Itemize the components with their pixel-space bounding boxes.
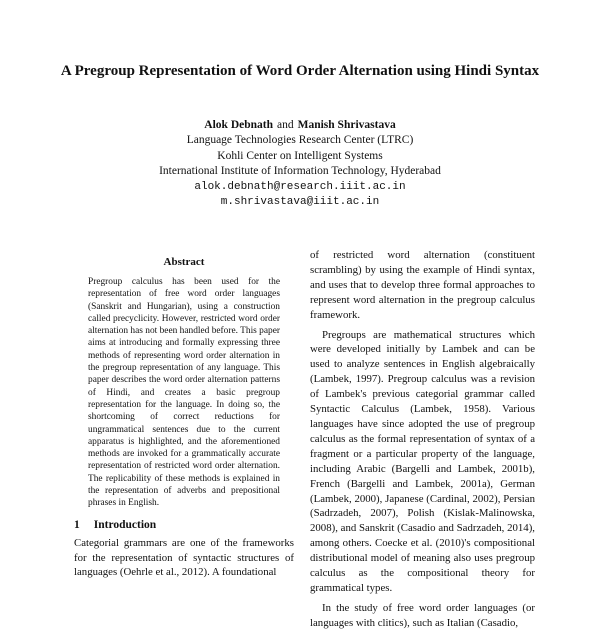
- affiliation-line: Language Technologies Research Center (LTRC): [186, 134, 414, 147]
- intro-paragraph: Categorial grammars are one of the frameworks for the representation of syntactic structures of languages (Oehrle et al., 2012). A foundational: [74, 536, 294, 579]
- paper-title: A Pregroup Representation of Word Order Alternation using Hindi Syntax: [60, 63, 540, 79]
- author-block: [60, 118, 540, 210]
- body-paragraph: of restricted word alternation (constituent scrambling) by using the example of Hindi syntax, and uses that to develop three formal approaches to represent word alternation in the pregroup calculus framework.: [310, 249, 535, 321]
- right-column: [310, 248, 535, 631]
- affiliation-line: Kohli Center on Intelligent Systems: [217, 149, 383, 162]
- author-names: [60, 118, 540, 133]
- body-paragraph: Pregroups are mathematical structures which were developed initially by Lambek and can be used to analyze sentences in English algebraically (Lambek, 1997). Pregroup calculus was a revision of Lambek's previous categorial grammar called Syntactic Calculus (Lambek, 1958). Various languages have since adopted the use of pregroup calculus as the formal representation of syntax of a fragment or a particular property of the language, including Arabic (Bargelli and Lambek, 2001b), French (Bargelli and Lambek, 2001a), German (Lambek, 2000), Japanese (Cardinal, 2002), Persian (Sadrzadeh, 2007), Polish (Kislak-Malinowska, 2008), and Sanskrit (Casadio and Sadrzadeh, 2014), among others. Coecke et al. (2010)'s compositional distributional model of meaning also uses pregroup calculus as the compositional theory for grammatical types.: [310, 328, 535, 594]
- section-title: Introduction: [93, 518, 157, 531]
- author-email: m.shrivastava@iiit.ac.in: [220, 196, 380, 209]
- author-1: Alok Debnath: [204, 119, 273, 131]
- author-email: alok.debnath@research.iiit.ac.in: [194, 180, 406, 193]
- section-heading: [74, 519, 294, 531]
- body-paragraph: In the study of free word order languages (or languages with clitics), such as Italian (Casadio,: [310, 601, 535, 629]
- author-2: Manish Shrivastava: [297, 119, 396, 131]
- author-joiner: and: [277, 119, 294, 131]
- abstract-text: Pregroup calculus has been used for the representation of free word order languages (Sanskrit and Hungarian), using a construction called precyclicity. However, restricted word order alternation has not been handled before. This paper aims at introducing and formally expressing three methods of representing word order alternation in the pregroup representation of any language. This paper describes the word order alternation patterns of Hindi, and creates a basic pregroup representation for the language. In doing so, the shortcoming of correct reductions for ungrammatical sentences due to the current apparatus is highlighted, and the aforementioned methods are invoked for a grammatically accurate representation of restricted word order alternation. The replicability of these methods is explained in the representation of adverbs and prepositional phrases in English.: [88, 277, 280, 509]
- abstract-heading: Abstract: [163, 256, 205, 268]
- section-number: 1: [74, 518, 80, 531]
- left-column: [74, 256, 294, 580]
- affiliation-line: International Institute of Information Technology, Hyderabad: [159, 165, 441, 178]
